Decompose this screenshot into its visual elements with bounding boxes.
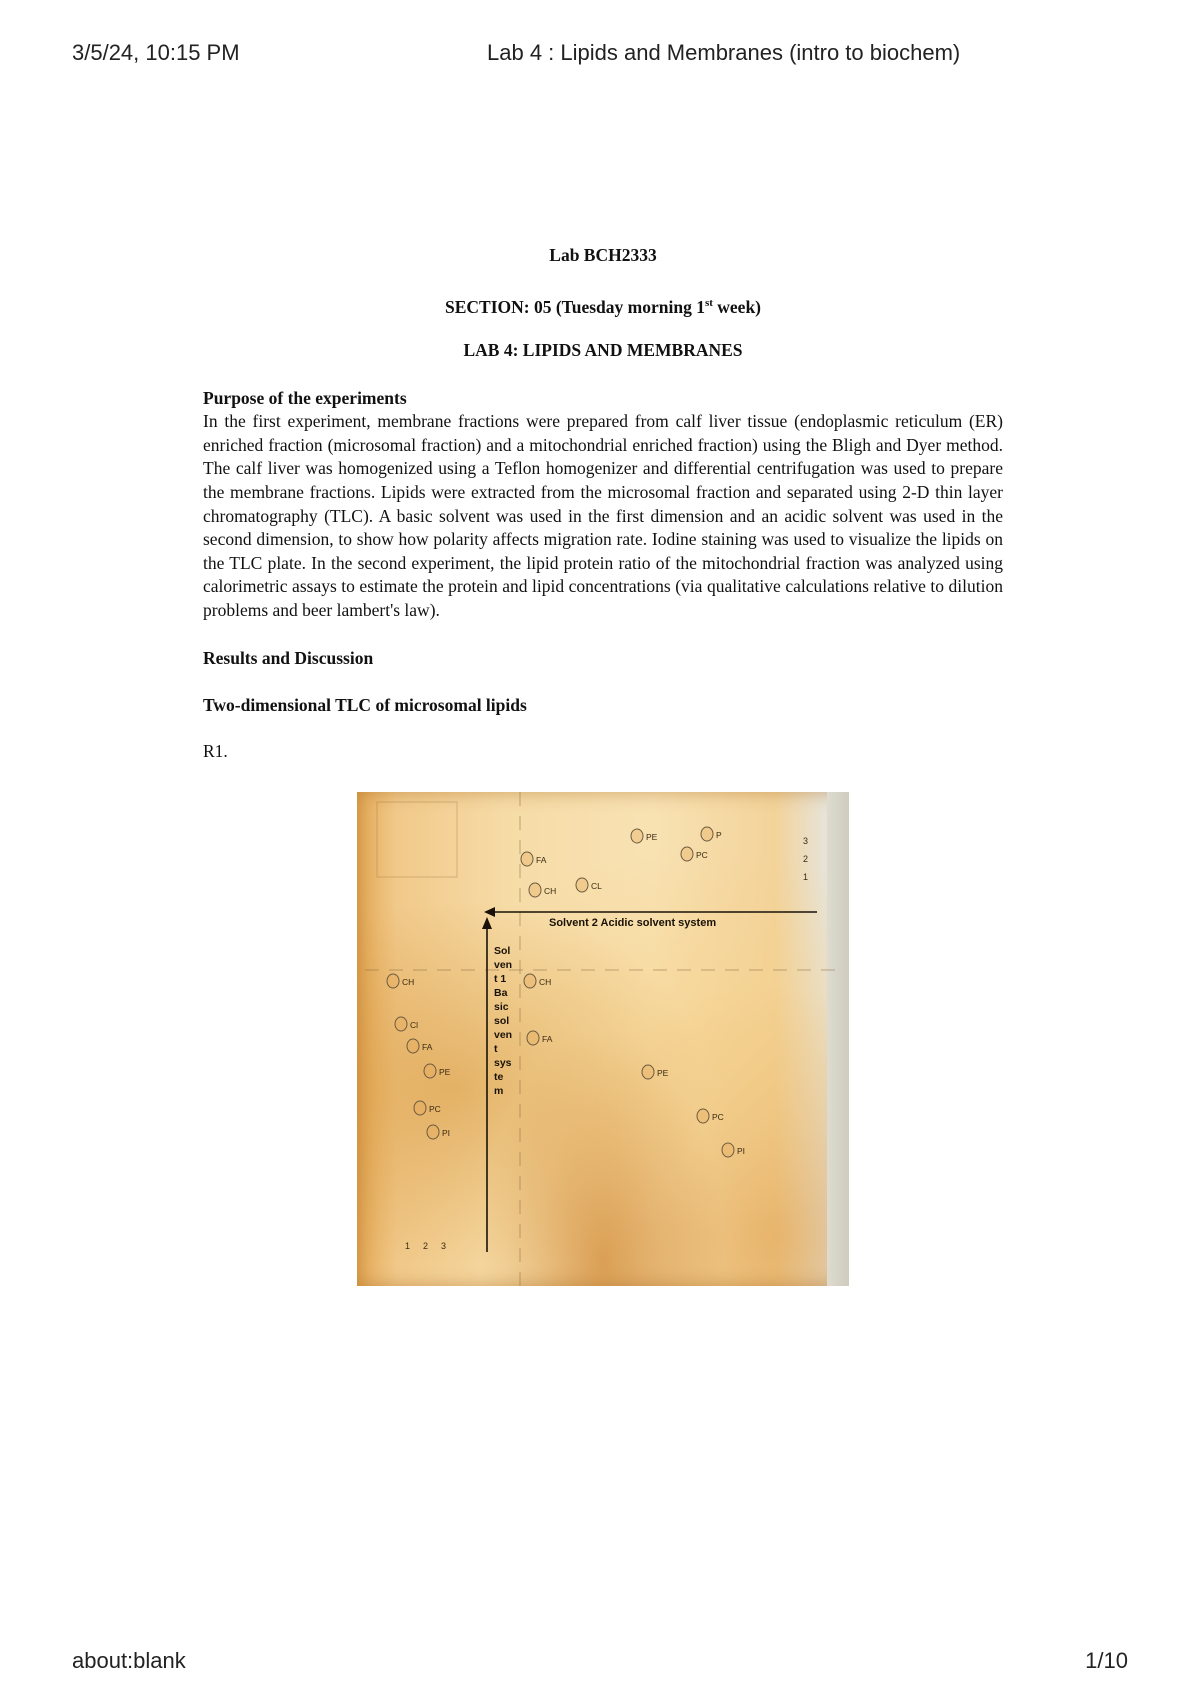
- top-numbers: [803, 836, 808, 882]
- left-spot-2: [407, 1039, 419, 1053]
- top-spot-label-4: CH: [544, 886, 557, 896]
- section-prefix: SECTION: 05 (Tuesday morning 1: [444, 296, 705, 317]
- top-spot-2: [681, 847, 693, 861]
- solvent1-label: [494, 945, 512, 1097]
- lab-heading: LAB 4: LIPIDS AND MEMBRANES: [463, 340, 743, 361]
- right-spot-4: [722, 1143, 734, 1157]
- left-spot-label-1: Cl: [410, 1020, 419, 1030]
- right-spot-label-2: PE: [657, 1068, 669, 1078]
- solvent2-arrowhead: [484, 907, 495, 917]
- print-page-number: 1/10: [1085, 1648, 1128, 1673]
- left-spot-label-4: PC: [429, 1104, 441, 1114]
- tlc-plate-image: [357, 792, 849, 1286]
- right-spots: [524, 974, 745, 1157]
- top-spot-label-2: PC: [696, 850, 708, 860]
- top-spots: [521, 827, 722, 897]
- right-spot-label-4: PI: [737, 1146, 746, 1156]
- bottom-number-0: 1: [405, 1241, 411, 1251]
- top-spot-4: [529, 883, 541, 897]
- results-heading: Results and Discussion: [203, 647, 374, 668]
- section-line: [203, 292, 1003, 319]
- tlc-heading: Two-dimensional TLC of microsomal lipids: [203, 695, 527, 716]
- top-spot-label-0: PE: [646, 832, 658, 842]
- tlc-plate-drawing: [357, 792, 849, 1286]
- right-spot-2: [642, 1065, 654, 1079]
- solvent1-label-line-9: te: [494, 1071, 504, 1083]
- right-spot-3: [697, 1109, 709, 1123]
- bottom-numbers: [405, 1241, 446, 1251]
- solvent1-label-line-5: sol: [494, 1015, 510, 1027]
- purpose-paragraph: In the first experiment, membrane fractions were prepared from calf liver tissue (endoplasmic reticulum (ER) enriched fraction (microsomal fraction) and a mitochondrial enriched fraction) using the Bligh and Dyer method. The calf liver was homogenized using a Teflon homogenizer and differential centrifugation was used to prepare the membrane fractions. Lipids were extracted from the microsomal fraction and separated using 2-D thin layer chromatography (TLC). A basic solvent was used in the first dimension and an acidic solvent was used in the second dimension, to show how polarity affects migration rate. Iodine staining was used to visualize the lipids on the TLC plate. In the second experiment, the lipid protein ratio of the mitochondrial fraction was analyzed using calorimetric assays to estimate the protein and lipid concentrations (via qualitative calculations relative to dilution problems and beer lambert's law).: [203, 411, 1003, 620]
- top-spot-label-5: CL: [591, 881, 602, 891]
- solvent1-label-line-1: ven: [494, 959, 513, 971]
- left-spot-1: [395, 1017, 407, 1031]
- print-page-title: Lab 4 : Lipids and Membranes (intro to biochem): [487, 40, 961, 65]
- top-number-2: 1: [803, 872, 809, 882]
- top-spot-3: [521, 852, 533, 866]
- top-spot-1: [701, 827, 713, 841]
- print-datetime: 3/5/24, 10:15 PM: [72, 40, 240, 65]
- bottom-number-1: 2: [423, 1241, 429, 1251]
- top-spot-5: [576, 878, 588, 892]
- top-spot-label-1: P: [716, 830, 722, 840]
- right-spot-1: [527, 1031, 539, 1045]
- top-spot-label-3: FA: [536, 855, 547, 865]
- corner-note-box: [377, 802, 457, 877]
- section-superscript: st: [704, 296, 713, 309]
- left-spot-label-2: FA: [422, 1042, 433, 1052]
- solvent1-label-line-4: sic: [494, 1001, 509, 1013]
- solvent1-label-line-3: Ba: [494, 987, 508, 999]
- solvent1-label-line-8: sys: [494, 1057, 512, 1069]
- solvent1-label-line-2: t 1: [494, 973, 507, 985]
- lab-title: Lab BCH2333: [549, 245, 657, 265]
- purpose-heading: Purpose of the experiments: [203, 387, 407, 408]
- right-spot-0: [524, 974, 536, 988]
- left-spot-0: [387, 974, 399, 988]
- right-spot-label-1: FA: [542, 1034, 553, 1044]
- left-spot-5: [427, 1125, 439, 1139]
- document-body: [203, 244, 1003, 763]
- solvent1-label-line-10: m: [494, 1085, 504, 1097]
- left-spots: [387, 974, 451, 1139]
- bottom-number-2: 3: [441, 1241, 447, 1251]
- solvent2-label: Solvent 2 Acidic solvent system: [549, 917, 717, 929]
- solvent1-label-line-6: ven: [494, 1029, 513, 1041]
- print-url: about:blank: [72, 1648, 186, 1673]
- top-number-1: 2: [803, 854, 809, 864]
- left-spot-4: [414, 1101, 426, 1115]
- solvent1-arrowhead: [482, 917, 492, 929]
- left-spot-label-0: CH: [402, 977, 415, 987]
- left-spot-label-5: PI: [442, 1128, 451, 1138]
- solvent1-label-line-0: Sol: [494, 945, 511, 957]
- print-header: [72, 40, 1128, 70]
- figure-label: R1.: [203, 740, 228, 761]
- left-spot-3: [424, 1064, 436, 1078]
- top-number-0: 3: [803, 836, 809, 846]
- top-spot-0: [631, 829, 643, 843]
- right-spot-label-3: PC: [712, 1112, 724, 1122]
- left-spot-label-3: PE: [439, 1067, 451, 1077]
- right-spot-label-0: CH: [539, 977, 552, 987]
- print-footer: [72, 1648, 1128, 1678]
- solvent1-label-line-7: t: [494, 1043, 498, 1055]
- section-suffix: week): [712, 296, 762, 317]
